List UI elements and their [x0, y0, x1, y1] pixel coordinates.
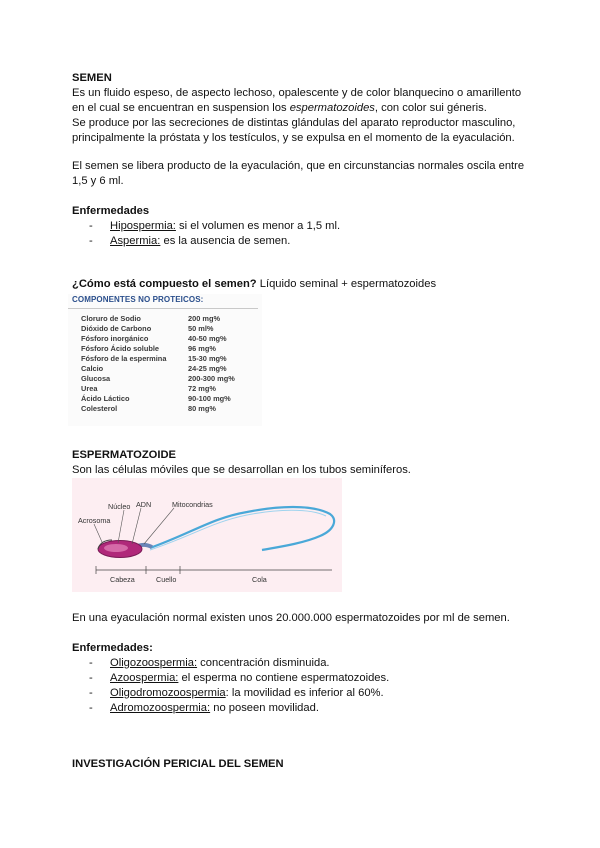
- list-item: [72, 234, 542, 249]
- component-value: 80 mg%: [188, 404, 216, 413]
- text-fragment: , con color sui géneris.: [374, 102, 487, 114]
- disease-description: el esperma no contiene espermatozoides.: [178, 672, 390, 684]
- disease-term: Adromozoospermia:: [110, 702, 211, 714]
- leader-line-adn: [132, 508, 141, 544]
- semen-paragraph-1-line-3: Se produce por las secreciones de distintas glándulas del aparato reproductor masculino,: [72, 117, 516, 129]
- table-row: [81, 344, 261, 354]
- components-table: [68, 294, 262, 426]
- label-acrosoma: Acrosoma: [78, 516, 111, 525]
- table-row: [81, 324, 261, 334]
- component-name: Calcio: [81, 364, 104, 373]
- disease-description: es la ausencia de semen.: [160, 235, 291, 247]
- table-row: [81, 394, 261, 404]
- disease-description: si el volumen es menor a 1,5 ml.: [175, 220, 341, 232]
- composicion-answer: Líquido seminal + espermatozoides: [256, 278, 437, 290]
- table-row: [81, 384, 261, 394]
- semen-paragraph-1-line-1: Es un fluido espeso, de aspecto lechoso, opalescente y de color blanquecino o amarillento: [72, 87, 522, 99]
- semen-paragraph-1-line-4: principalmente la próstata y los testículos, y se expulsa en el momento de la eyaculación.: [72, 132, 515, 144]
- component-name: Glucosa: [81, 374, 111, 383]
- list-item: [72, 701, 542, 716]
- disease-term: Azoospermia:: [110, 672, 179, 684]
- component-value: 50 ml%: [188, 324, 214, 333]
- component-value: 200 mg%: [188, 314, 221, 323]
- list-item: [72, 656, 542, 671]
- label-mitocondrias: Mitocondrias: [172, 500, 213, 509]
- leader-line-acrosoma: [94, 524, 102, 542]
- list-item: [72, 219, 542, 234]
- disease-term: Oligozoospermia:: [110, 657, 198, 669]
- sperm-diagram: [72, 478, 342, 592]
- sperm-tail-highlight: [150, 510, 326, 550]
- table-divider: [68, 308, 258, 309]
- list-item: [72, 671, 542, 686]
- enfermedades-section-1: [72, 204, 542, 249]
- enfermedades-list-2: [72, 656, 542, 716]
- component-name: Urea: [81, 384, 98, 393]
- semen-paragraph-1-line-2: [72, 101, 542, 116]
- sperm-tail: [150, 507, 334, 550]
- sperm-count-text: En una eyaculación normal existen unos 20.000.000 espermatozoides por ml de semen.: [72, 612, 510, 624]
- component-value: 96 mg%: [188, 344, 216, 353]
- semen-paragraph-2: [72, 159, 542, 189]
- component-value: 40-50 mg%: [188, 334, 227, 343]
- label-cola: Cola: [252, 575, 267, 584]
- component-value: 15-30 mg%: [188, 354, 227, 363]
- component-name: Ácido Láctico: [81, 394, 130, 403]
- investigacion-section: [72, 757, 542, 772]
- espermatozoide-section: [72, 448, 542, 478]
- dash-bullet: -: [89, 657, 93, 669]
- leader-line-nucleo: [118, 510, 124, 543]
- component-value: 24-25 mg%: [188, 364, 227, 373]
- list-item: [72, 686, 542, 701]
- semen-paragraph-2-line-1: El semen se libera producto de la eyaculación, que en circunstancias normales oscila entre: [72, 160, 525, 172]
- component-name: Colesterol: [81, 404, 118, 413]
- disease-description: no poseen movilidad.: [210, 702, 319, 714]
- text-fragment: en el cual se encuentran en suspension los: [72, 102, 290, 114]
- component-value: 200-300 mg%: [188, 374, 235, 383]
- sperm-count-paragraph: [72, 611, 542, 626]
- component-value: 72 mg%: [188, 384, 216, 393]
- disease-term: Aspermia:: [110, 235, 161, 247]
- component-name: Fósforo de la espermina: [81, 354, 167, 363]
- enfermedades-list-1: [72, 219, 542, 249]
- disease-description: : la movilidad es inferior al 60%.: [225, 687, 384, 699]
- composicion-line: [72, 277, 542, 292]
- table-row: [81, 314, 261, 324]
- semen-section: [72, 71, 542, 146]
- label-cuello: Cuello: [156, 575, 177, 584]
- table-row: [81, 334, 261, 344]
- label-nucleo: Núcleo: [108, 502, 131, 511]
- dash-bullet: -: [89, 687, 93, 699]
- semen-heading: SEMEN: [72, 72, 112, 84]
- semen-paragraph-2-line-2: 1,5 y 6 ml.: [72, 175, 124, 187]
- table-header: COMPONENTES NO PROTEICOS:: [72, 295, 204, 304]
- disease-term: Hipospermia:: [110, 220, 176, 232]
- espermatozoide-description: Son las células móviles que se desarrollan en los tubos seminíferos.: [72, 464, 411, 476]
- component-name: Dióxido de Carbono: [81, 324, 152, 333]
- label-cabeza: Cabeza: [110, 575, 135, 584]
- italic-term: espermatozoides: [289, 102, 375, 114]
- component-name: Cloruro de Sodio: [81, 314, 141, 323]
- composicion-question: ¿Cómo está compuesto el semen?: [72, 278, 257, 290]
- table-row: [81, 404, 261, 414]
- enfermedades-heading-2: Enfermedades:: [72, 642, 153, 654]
- component-name: Fósforo Ácido soluble: [81, 344, 160, 353]
- dash-bullet: -: [89, 235, 93, 247]
- leader-line-mitocondrias: [144, 508, 174, 544]
- disease-term: Oligodromozoospermia: [110, 687, 226, 699]
- sperm-nucleus: [104, 544, 128, 552]
- investigacion-heading: INVESTIGACIÓN PERICIAL DEL SEMEN: [72, 758, 284, 770]
- table-rows: [81, 314, 261, 414]
- enfermedades-heading-1: Enfermedades: [72, 205, 150, 217]
- dash-bullet: -: [89, 672, 93, 684]
- component-name: Fósforo inorgánico: [81, 334, 149, 343]
- component-value: 90-100 mg%: [188, 394, 231, 403]
- composicion-text: [72, 277, 542, 292]
- dash-bullet: -: [89, 220, 93, 232]
- table-row: [81, 354, 261, 364]
- disease-description: concentración disminuida.: [197, 657, 330, 669]
- label-adn: ADN: [136, 500, 152, 509]
- espermatozoide-heading: ESPERMATOZOIDE: [72, 449, 177, 461]
- table-row: [81, 364, 261, 374]
- enfermedades-section-2: [72, 641, 542, 716]
- table-row: [81, 374, 261, 384]
- dash-bullet: -: [89, 702, 93, 714]
